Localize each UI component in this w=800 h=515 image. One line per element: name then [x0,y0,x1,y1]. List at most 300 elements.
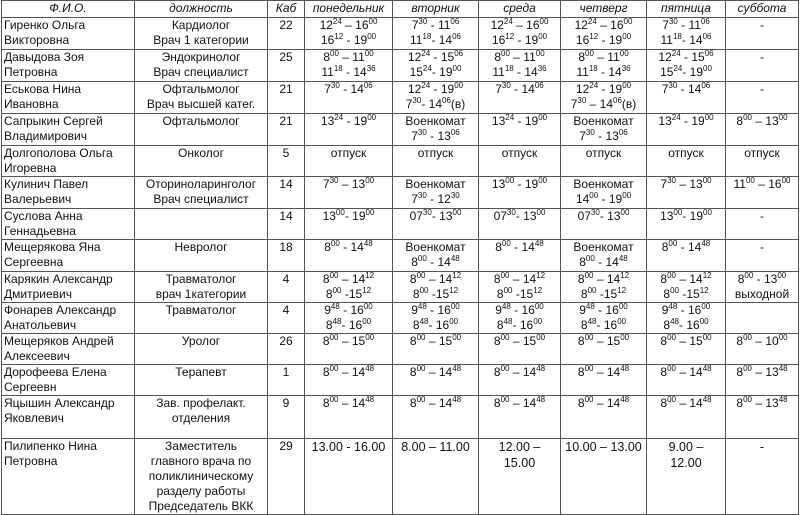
doctor-position-line: отделения [171,411,231,425]
schedule-tuesday-line: $11^{18}-$ $14^{06}$ [410,32,461,47]
schedule-tuesday-line: $8^{00} - 14^{48}$ [411,254,460,269]
schedule-friday-line: $13^{24} - 19^{00}$ [658,113,714,128]
schedule-friday-line: $11^{18}-$ $14^{06}$ [660,32,712,47]
schedule-thursday-line: $12^{24} - 16^{00}$ [574,17,633,32]
schedule-friday-line: $8^{00}$ $-15^{12}$ [663,286,709,301]
schedule-tuesday [393,82,479,114]
schedule-tuesday [393,114,479,146]
table-row [2,209,799,240]
schedule-friday [647,114,726,146]
schedule-wednesday-line: $8^{00} - 14^{12}$ [493,271,546,286]
schedule-thursday-line: $8^{00} - 14^{12}$ [577,271,630,286]
schedule-thursday [561,82,647,114]
doctor-name-line: Карякин Александр [4,272,113,286]
schedule-saturday-line: $8^{00} - 13^{48}$ [736,364,788,379]
schedule-saturday [726,50,799,82]
schedule-friday [647,82,726,114]
schedule-tuesday-line: $07^{30}-$ $13^{00}$ [409,208,462,223]
schedule-thursday-line: $8^{00} - 14^{48}$ [579,254,628,269]
doctor-position-line: Врач специалист [153,65,249,79]
cabinet-number: 21 [268,82,305,114]
doctor-position-line: врач 1категории [155,287,247,301]
doctor-position-line: Офтальмолог [162,114,240,128]
doctor-position [135,272,268,303]
schedule-wednesday-line: $8^{00} - 14^{48}$ [495,239,544,254]
schedule-saturday [726,303,799,334]
cabinet-number: 5 [268,146,305,177]
doctor-position [135,303,268,334]
schedule-monday-line: $7^{30} - 14^{06}$ [324,81,373,96]
schedule-wednesday-line: $8^{00}$ $-15^{12}$ [496,286,543,301]
schedule-thursday [561,18,647,50]
schedule-thursday [561,209,647,240]
header-wednesday: среда [479,1,561,18]
table-row [2,272,799,303]
schedule-monday [305,396,393,439]
schedule-saturday-line: - [760,50,764,64]
doctor-name-line: Давыдова Зоя [4,50,85,64]
schedule-tuesday-line: $15^{24}-$ $19^{00}$ [409,64,462,79]
cabinet-number: 14 [268,209,305,240]
schedule-tuesday [393,272,479,303]
schedule-monday [305,177,393,209]
schedule-wednesday [479,18,561,50]
cabinet-number: 26 [268,334,305,365]
doctor-position-line: Онколог [178,146,224,160]
schedule-monday-line: $8^{00} - 15^{00}$ [322,333,375,348]
schedule-tuesday [393,303,479,334]
doctor-name [2,334,135,365]
doctor-position-line: Врач специалист [153,192,249,206]
doctor-name [2,146,135,177]
doctor-position-line: Кардиолог [171,18,231,32]
schedule-saturday-line: - [760,209,764,223]
doctor-name-line: Сергеевн [4,380,57,394]
schedule-tuesday-line: $8^{00} - 14^{12}$ [409,271,462,286]
schedule-saturday-line: $8^{00} - 13^{00}$ [736,113,788,128]
schedule-monday [305,209,393,240]
schedule-wednesday-line: 12.00 – [498,440,541,454]
schedule-monday [305,18,393,50]
cabinet-number: 9 [268,396,305,439]
schedule-thursday [561,240,647,272]
schedule-thursday-line: отпуск [585,146,622,160]
doctor-position-line: Председатель ВКК [148,499,254,513]
schedule-friday [647,50,726,82]
doctor-name [2,50,135,82]
schedule-monday-line: $9^{48} - 16^{00}$ [324,302,373,317]
schedule-saturday-line: отпуск [744,146,780,160]
schedule-friday [647,303,726,334]
schedule-wednesday [479,365,561,396]
doctor-position-line: разделу работы [156,484,246,498]
schedule-wednesday [479,439,561,515]
schedule-thursday-line: $7^{30} - 13^{06}$ [579,128,628,143]
schedule-tuesday-line: $7^{30} - 12^{30}$ [411,191,460,206]
schedule-monday-line: $16^{12} - 19^{00}$ [320,32,377,47]
table-row [2,396,799,439]
schedule-wednesday-line: $8^{48}-$ $16^{00}$ [496,317,543,332]
schedule-wednesday-line: $7^{30} - 14^{06}$ [495,81,544,96]
schedule-friday [647,240,726,272]
doctor-name-line: Владимирович [4,129,88,143]
schedule-monday-line: $8^{00}$ $-15^{12}$ [325,286,372,301]
doctor-position-line: Офтальмолог [162,82,240,96]
schedule-wednesday-line: 15.00 [503,456,536,470]
schedule-tuesday [393,209,479,240]
schedule-tuesday-line: $8^{00} - 14^{48}$ [409,364,462,379]
schedule-tuesday [393,439,479,515]
doctor-position-line: Травматолог [165,272,237,286]
cabinet-number: 14 [268,177,305,209]
schedule-tuesday [393,334,479,365]
doctor-name-line: Геннадьевна [4,224,76,238]
schedule-monday [305,240,393,272]
schedule-saturday [726,272,799,303]
schedule-friday-line: $8^{48}-$ $16^{00}$ [663,317,709,332]
doctor-name [2,114,135,146]
schedule-wednesday [479,82,561,114]
schedule-thursday-line: $9^{48} - 16^{00}$ [579,302,628,317]
schedule-saturday-line: - [760,18,764,32]
schedule-thursday-line: $8^{00} - 15^{00}$ [577,333,630,348]
schedule-saturday [726,240,799,272]
doctor-name [2,303,135,334]
doctor-position [135,82,268,114]
header-monday: понедельник [305,1,393,18]
schedule-saturday [726,146,799,177]
schedule-tuesday-line: $12^{24} - 15^{06}$ [407,49,464,64]
schedule-friday-line: $15^{24}-$ $19^{00}$ [660,64,712,79]
doctor-name-line: Алексеевич [4,349,70,363]
header-position: должность [135,1,268,18]
schedule-monday [305,82,393,114]
doctor-position [135,334,268,365]
schedule-tuesday-line: $7^{30}-$ $14^{06}(в)$ [405,96,466,111]
schedule-wednesday [479,303,561,334]
table-row [2,18,799,50]
schedule-monday [305,365,393,396]
doctor-position [135,18,268,50]
schedule-thursday-line: $12^{24} - 19^{00}$ [575,81,632,96]
schedule-wednesday [479,114,561,146]
schedule-monday [305,272,393,303]
cabinet-number: 4 [268,303,305,334]
schedule-friday-line: $8^{00} - 14^{48}$ [660,395,712,410]
schedule-friday-line: $7^{30} - 13^{00}$ [660,176,712,191]
schedule-friday-line: $8^{00} - 14^{48}$ [660,364,712,379]
schedule-wednesday [479,146,561,177]
doctor-name-line: Пилипенко Нина [4,439,97,453]
schedule-thursday-line: 10.00 – 13.00 [565,440,642,454]
schedule-tuesday-line: $8^{00} - 14^{48}$ [409,395,462,410]
doctor-name [2,82,135,114]
doctor-position-line: поликлиническому [148,469,254,483]
table-row [2,114,799,146]
schedule-thursday [561,439,647,515]
schedule-friday-line: $7^{30} - 14^{06}$ [661,81,711,96]
schedule-monday [305,50,393,82]
schedule-saturday [726,209,799,240]
schedule-saturday-line: $11^{00} - 16^{00}$ [733,176,791,191]
doctor-position [135,146,268,177]
schedule-monday [305,334,393,365]
schedule-wednesday-line: $11^{18} - 14^{36}$ [492,64,547,79]
doctor-position-line: главного врача по [150,454,252,468]
schedule-friday [647,334,726,365]
table-row [2,240,799,272]
schedule-wednesday-line: $16^{12} - 19^{00}$ [491,32,548,47]
table-row [2,365,799,396]
schedule-thursday [561,272,647,303]
schedule-saturday [726,82,799,114]
schedule-friday [647,272,726,303]
schedule-monday-line: $8^{00} - 14^{48}$ [322,395,375,410]
doctor-name-line: Суслова Анна [4,209,83,223]
schedule-monday-line: $8^{00} - 14^{48}$ [322,364,375,379]
schedule-thursday-line: $07^{30}-$ $13^{00}$ [577,208,630,223]
cabinet-number: 21 [268,114,305,146]
schedule-tuesday [393,365,479,396]
schedule-thursday [561,303,647,334]
doctor-name-line: Дмитриевич [4,287,72,301]
doctor-name-line: Викторовна [4,33,70,47]
doctor-position-line: Зав. профелакт. [156,396,246,410]
schedule-thursday-line: $7^{30} - 14^{06}(в)$ [570,96,637,111]
doctor-name-line: Сергеевна [4,255,64,269]
doctor-name-line: Игоревна [4,161,57,175]
schedule-friday-line: $8^{00} - 14^{48}$ [661,239,711,254]
doctor-name-line: Долгополова Ольга [4,146,113,160]
schedule-tuesday [393,177,479,209]
doctor-position-line: Терапевт [175,365,227,379]
schedule-monday-line: $8^{00} - 14^{12}$ [322,271,375,286]
doctor-name-line: Мещерякова Яна [4,240,101,254]
schedule-saturday-line: - [760,82,764,96]
table-row [2,50,799,82]
schedule-monday-line: $11^{18} - 14^{36}$ [321,64,376,79]
table-row [2,303,799,334]
schedule-wednesday [479,272,561,303]
schedule-saturday [726,177,799,209]
schedule-monday-line: $7^{30} - 13^{00}$ [322,176,375,191]
schedule-saturday-line: $8^{00} - 13^{00}$ [737,271,787,286]
doctor-name-line: Петровна [4,65,58,79]
schedule-thursday-line: $8^{00}$ $-15^{12}$ [580,286,627,301]
schedule-thursday [561,114,647,146]
schedule-thursday-line: $8^{48}-$ $16^{00}$ [580,317,627,332]
doctor-position [135,114,268,146]
schedule-friday [647,177,726,209]
doctor-name [2,177,135,209]
schedule-saturday [726,18,799,50]
schedule-tuesday [393,18,479,50]
doctor-position-line: Заместитель [165,439,237,453]
schedule-tuesday [393,240,479,272]
table-row [2,439,799,515]
schedule-thursday-line: $11^{18} - 14^{36}$ [576,64,631,79]
cabinet-number: 18 [268,240,305,272]
schedule-thursday [561,146,647,177]
schedule-monday-line: отпуск [330,146,367,160]
schedule-wednesday-line: $8^{00} - 11^{00}$ [494,49,545,64]
schedule-tuesday-line: Военкомат [405,114,466,128]
doctor-name-line: Гиренко Ольга [4,18,86,32]
schedule-wednesday-line: $8^{00} - 15^{00}$ [493,333,546,348]
schedule-friday-line: $8^{00} - 15^{00}$ [660,333,712,348]
table-row [2,146,799,177]
schedule-saturday [726,114,799,146]
schedule-friday [647,365,726,396]
schedule-table [1,0,799,515]
header-row [2,1,799,18]
schedule-monday-line: $8^{00} - 11^{00}$ [323,49,374,64]
schedule-saturday-line: $8^{00} - 10^{00}$ [736,333,788,348]
doctor-name [2,209,135,240]
schedule-thursday [561,177,647,209]
doctor-name-line: Яцышин Александр [4,396,115,410]
schedule-thursday-line: $16^{12} - 19^{00}$ [575,32,632,47]
schedule-wednesday-line: $13^{24} - 19^{00}$ [491,113,548,128]
schedule-saturday [726,365,799,396]
schedule-thursday-line: $8^{00} - 14^{48}$ [577,364,630,379]
cabinet-number: 25 [268,50,305,82]
doctor-name [2,18,135,50]
schedule-wednesday [479,209,561,240]
schedule-saturday-line: - [759,440,765,454]
schedule-tuesday-line: $12^{24} - 19^{00}$ [407,81,464,96]
cabinet-number: 4 [268,272,305,303]
schedule-tuesday [393,396,479,439]
header-cab: Каб [268,1,305,18]
schedule-saturday-line: - [760,240,764,254]
header-friday: пятница [647,1,726,18]
schedule-thursday [561,50,647,82]
table-row [2,177,799,209]
schedule-saturday [726,439,799,515]
cabinet-number: 22 [268,18,305,50]
doctor-position-line: Уролог [181,334,221,348]
schedule-tuesday [393,50,479,82]
cabinet-number: 1 [268,365,305,396]
schedule-saturday [726,334,799,365]
schedule-saturday-line: $8^{00} - 13^{48}$ [736,395,788,410]
schedule-monday-line: $13^{00}-$ $19^{00}$ [322,208,375,223]
header-name: Ф.И.О. [2,1,135,18]
schedule-friday [647,439,726,515]
schedule-monday-line: $8^{48}-$ $16^{00}$ [325,317,372,332]
schedule-monday [305,303,393,334]
schedule-monday [305,146,393,177]
table-row [2,82,799,114]
schedule-friday-line: $9^{48} - 16^{00}$ [661,302,711,317]
schedule-tuesday-line: Военкомат [405,240,466,254]
doctor-name-line: Дорофеева Елена [4,365,107,379]
schedule-saturday-line: выходной [734,287,790,301]
doctor-name [2,240,135,272]
table-row [2,334,799,365]
schedule-thursday-line: $14^{00} - 19^{00}$ [575,191,632,206]
doctor-name [2,396,135,439]
doctor-name [2,365,135,396]
schedule-friday-line: 9.00 – [668,440,704,454]
schedule-friday-line: $12^{24} - 15^{06}$ [658,49,714,64]
doctor-name-line: Мещеряков Андрей [4,334,114,348]
schedule-monday [305,114,393,146]
schedule-thursday [561,334,647,365]
schedule-wednesday [479,334,561,365]
schedule-wednesday-line: отпуск [501,146,538,160]
schedule-tuesday-line: $8^{48}-$ $16^{00}$ [412,317,459,332]
schedule-friday [647,18,726,50]
schedule-tuesday-line: $7^{30} - 13^{06}$ [411,128,460,143]
schedule-tuesday-line: $8^{00}$ $-15^{12}$ [412,286,459,301]
schedule-tuesday [393,146,479,177]
doctor-position-line: Оториноларинголог [145,177,257,191]
schedule-thursday [561,396,647,439]
schedule-thursday-line: Военкомат [573,240,634,254]
schedule-saturday [726,396,799,439]
schedule-wednesday [479,396,561,439]
doctor-name-line: Валерьевич [4,192,72,206]
doctor-name-line: Анатольевич [4,318,77,332]
schedule-friday-line: 12.00 [670,456,702,470]
schedule-friday-line: отпуск [668,146,704,160]
schedule-friday-line: $8^{00} - 14^{12}$ [660,271,712,286]
doctor-name-line: Яковлевич [4,411,64,425]
header-thursday: четверг [561,1,647,18]
schedule-wednesday [479,240,561,272]
schedule-tuesday-line: отпуск [417,146,454,160]
doctor-position [135,439,268,515]
schedule-friday [647,209,726,240]
schedule-tuesday-line: Военкомат [405,177,466,191]
header-tuesday: вторник [393,1,479,18]
doctor-name [2,272,135,303]
schedule-wednesday-line: $13^{00} - 19^{00}$ [491,176,548,191]
doctor-position-line: Врач 1 категории [153,33,249,47]
doctor-position [135,396,268,439]
header-saturday: суббота [726,1,799,18]
doctor-name-line: Кулинич Павел [4,177,89,191]
doctor-name-line: Сапрыкин Сергей [4,114,103,128]
schedule-thursday-line: $8^{00} - 14^{48}$ [577,395,630,410]
doctor-name [2,439,135,515]
schedule-wednesday-line: $07^{30}-$ $13^{00}$ [493,208,546,223]
schedule-tuesday-line: $8^{00} - 15^{00}$ [409,333,462,348]
schedule-friday [647,396,726,439]
schedule-monday-line: 13.00 - 16.00 [311,440,386,454]
doctor-name-line: Ивановна [4,97,59,111]
schedule-tuesday-line: $7^{30} - 11^{06}$ [411,17,460,32]
schedule-friday-line: $7^{30} - 11^{06}$ [662,17,710,32]
doctor-position [135,50,268,82]
schedule-monday-line: $13^{24} - 19^{00}$ [320,113,377,128]
doctor-position [135,240,268,272]
doctor-position [135,365,268,396]
schedule-wednesday [479,177,561,209]
schedule-friday [647,146,726,177]
schedule-thursday [561,365,647,396]
doctor-name-line: Фонарев Александр [4,303,117,317]
schedule-thursday-line: Военкомат [573,177,634,191]
schedule-monday [305,439,393,515]
schedule-monday-line: $12^{24} - 16^{00}$ [319,17,378,32]
schedule-tuesday-line: 8.00 – 11.00 [401,440,470,454]
doctor-name-line: Еськова Нина [4,82,82,96]
schedule-tuesday-line: $9^{48} - 16^{00}$ [411,302,460,317]
schedule-wednesday-line: $9^{48} - 16^{00}$ [495,302,544,317]
